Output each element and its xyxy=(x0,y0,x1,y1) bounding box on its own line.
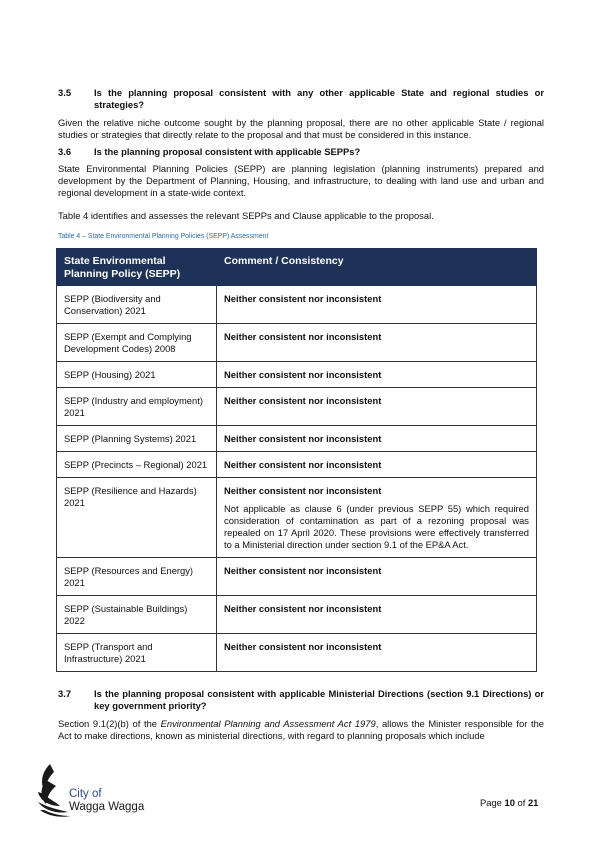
logo-text-city-of: City of xyxy=(69,788,102,800)
logo-text-wagga-wagga: Wagga Wagga xyxy=(69,801,145,813)
consistency-value: Neither consistent nor inconsistent xyxy=(224,395,382,406)
section-3-7-heading xyxy=(58,688,544,712)
consistency-value: Neither consistent nor inconsistent xyxy=(224,459,382,470)
comment-cell xyxy=(217,324,537,362)
section-number: 3.7 xyxy=(58,688,72,699)
comment-cell xyxy=(217,362,537,388)
table-row xyxy=(57,558,537,596)
table-header-row xyxy=(57,249,537,286)
comment-cell xyxy=(217,452,537,478)
section-title: Is the planning proposal consistent with applicable SEPPs? xyxy=(94,146,361,157)
policy-cell: SEPP (Planning Systems) 2021 xyxy=(57,426,217,452)
consistency-value: Neither consistent nor inconsistent xyxy=(224,641,382,652)
table-row xyxy=(57,596,537,634)
page-current: 10 xyxy=(504,797,515,808)
table-caption: Table 4 – State Environmental Planning Policies (SEPP) Assessment xyxy=(58,233,269,240)
consistency-value: Neither consistent nor inconsistent xyxy=(224,331,382,342)
table-row xyxy=(57,426,537,452)
policy-cell: SEPP (Resilience and Hazards) 2021 xyxy=(57,478,217,558)
consistency-value: Neither consistent nor inconsistent xyxy=(224,369,382,380)
consistency-note: Not applicable as clause 6 (under previous SEPP 55) which required consideration of contamination as part of a rezoning proposal was repealed on 17 April 2020. These provisions were effectively transferred to a Ministerial direction under section 9.1 of the EP&A Act. xyxy=(224,503,529,550)
comment-cell xyxy=(217,426,537,452)
section-title: Is the planning proposal consistent with any other applicable State and regional studies or strategies? xyxy=(94,87,544,110)
page-number xyxy=(480,797,538,808)
section-3-6-heading xyxy=(58,146,544,158)
consistency-value: Neither consistent nor inconsistent xyxy=(224,565,382,576)
policy-cell: SEPP (Transport and Infrastructure) 2021 xyxy=(57,634,217,672)
policy-cell: SEPP (Precincts – Regional) 2021 xyxy=(57,452,217,478)
consistency-value: Neither consistent nor inconsistent xyxy=(224,603,382,614)
comment-cell xyxy=(217,286,537,324)
table-row xyxy=(57,452,537,478)
consistency-value: Neither consistent nor inconsistent xyxy=(224,293,382,304)
comment-cell xyxy=(217,478,537,558)
sepp-assessment-table xyxy=(56,248,537,672)
section-3-7-body xyxy=(58,718,544,742)
page-prefix: Page xyxy=(480,797,505,808)
comment-cell xyxy=(217,634,537,672)
policy-cell: SEPP (Exempt and Complying Development Codes) 2008 xyxy=(57,324,217,362)
policy-cell: SEPP (Housing) 2021 xyxy=(57,362,217,388)
policy-cell: SEPP (Industry and employment) 2021 xyxy=(57,388,217,426)
section-3-6-body-2: Table 4 identifies and assesses the relevant SEPPs and Clause applicable to the proposal. xyxy=(58,210,434,221)
section-number: 3.6 xyxy=(58,146,72,157)
section-title: Is the planning proposal consistent with applicable Ministerial Directions (section 9.1 Directions) or key government priority? xyxy=(94,688,544,711)
comment-cell xyxy=(217,596,537,634)
table-row xyxy=(57,286,537,324)
table-row xyxy=(57,324,537,362)
table-header-policy: State Environmental Planning Policy (SEPP) xyxy=(57,249,217,286)
section-3-5-body: Given the relative niche outcome sought by the planning proposal, there are no other applicable State / regional studies or strategies that directly relate to the proposal and that must be considered in this instance. xyxy=(58,117,544,140)
consistency-value: Neither consistent nor inconsistent xyxy=(224,485,382,496)
comment-cell xyxy=(217,388,537,426)
policy-cell: SEPP (Biodiversity and Conservation) 2021 xyxy=(57,286,217,324)
page-total: 21 xyxy=(527,797,539,808)
section-3-5-heading xyxy=(58,87,544,111)
page-of: of xyxy=(514,797,528,808)
section-3-6-body: State Environmental Planning Policies (SEPP) are planning legislation (planning instruments) prepared and development by the Department of Planning, Housing, and infrastructure, to dealing with land use and urban and regional development in a state-wide context. xyxy=(58,163,544,198)
policy-cell: SEPP (Resources and Energy) 2021 xyxy=(57,558,217,596)
body-text: Section 9.1(2)(b) of the xyxy=(58,718,161,729)
comment-cell xyxy=(217,558,537,596)
table-row xyxy=(57,388,537,426)
section-number: 3.5 xyxy=(58,87,72,98)
body-text: , allows the Minister responsible for the Act to make directions, known as ministerial directions, with regard to planning proposals which include xyxy=(58,718,544,741)
table-row xyxy=(57,478,537,558)
table-row xyxy=(57,634,537,672)
policy-cell: SEPP (Sustainable Buildings) 2022 xyxy=(57,596,217,634)
act-title: Environmental Planning and Assessment Act 1979 xyxy=(160,718,376,729)
consistency-value: Neither consistent nor inconsistent xyxy=(224,433,382,444)
table-header-comment: Comment / Consistency xyxy=(217,249,537,286)
table-row xyxy=(57,362,537,388)
